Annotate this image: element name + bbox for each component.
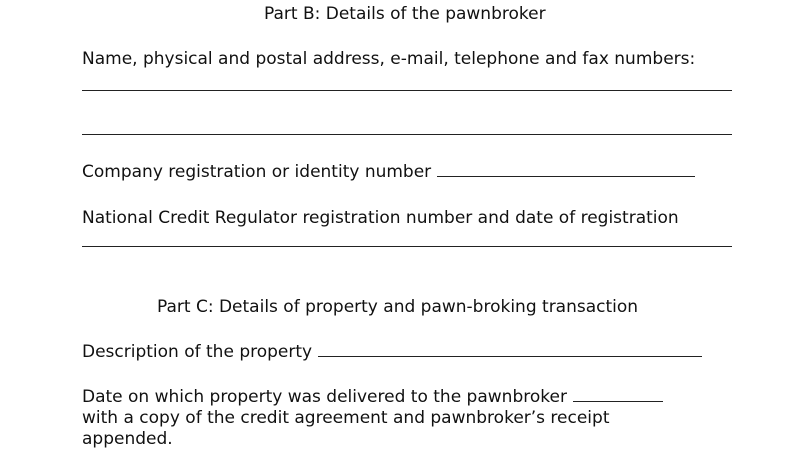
delivery-date-label: Date on which property was delivered to the pawnbroker [82,387,567,407]
company-registration-row [82,162,695,182]
description-field[interactable] [318,356,702,357]
ncr-registration-label: National Credit Regulator registration number and date of registration [82,208,679,228]
delivery-date-label-line-3: appended. [82,429,173,449]
description-label: Description of the property [82,342,313,362]
delivery-date-label-line-2: with a copy of the credit agreement and pawnbroker’s receipt [82,408,610,428]
delivery-date-field[interactable] [573,401,663,402]
ncr-registration-field[interactable] [82,246,732,247]
description-row [82,342,702,362]
name-address-field-line-1[interactable] [82,90,732,91]
company-registration-label: Company registration or identity number [82,162,432,182]
delivery-date-row [82,387,663,407]
name-address-label: Name, physical and postal address, e-mail, telephone and fax numbers: [82,49,696,69]
part-b-heading: Part B: Details of the pawnbroker [264,4,546,24]
name-address-field-line-2[interactable] [82,134,732,135]
company-registration-field[interactable] [437,176,695,177]
part-c-heading: Part C: Details of property and pawn-broking transaction [157,297,639,317]
